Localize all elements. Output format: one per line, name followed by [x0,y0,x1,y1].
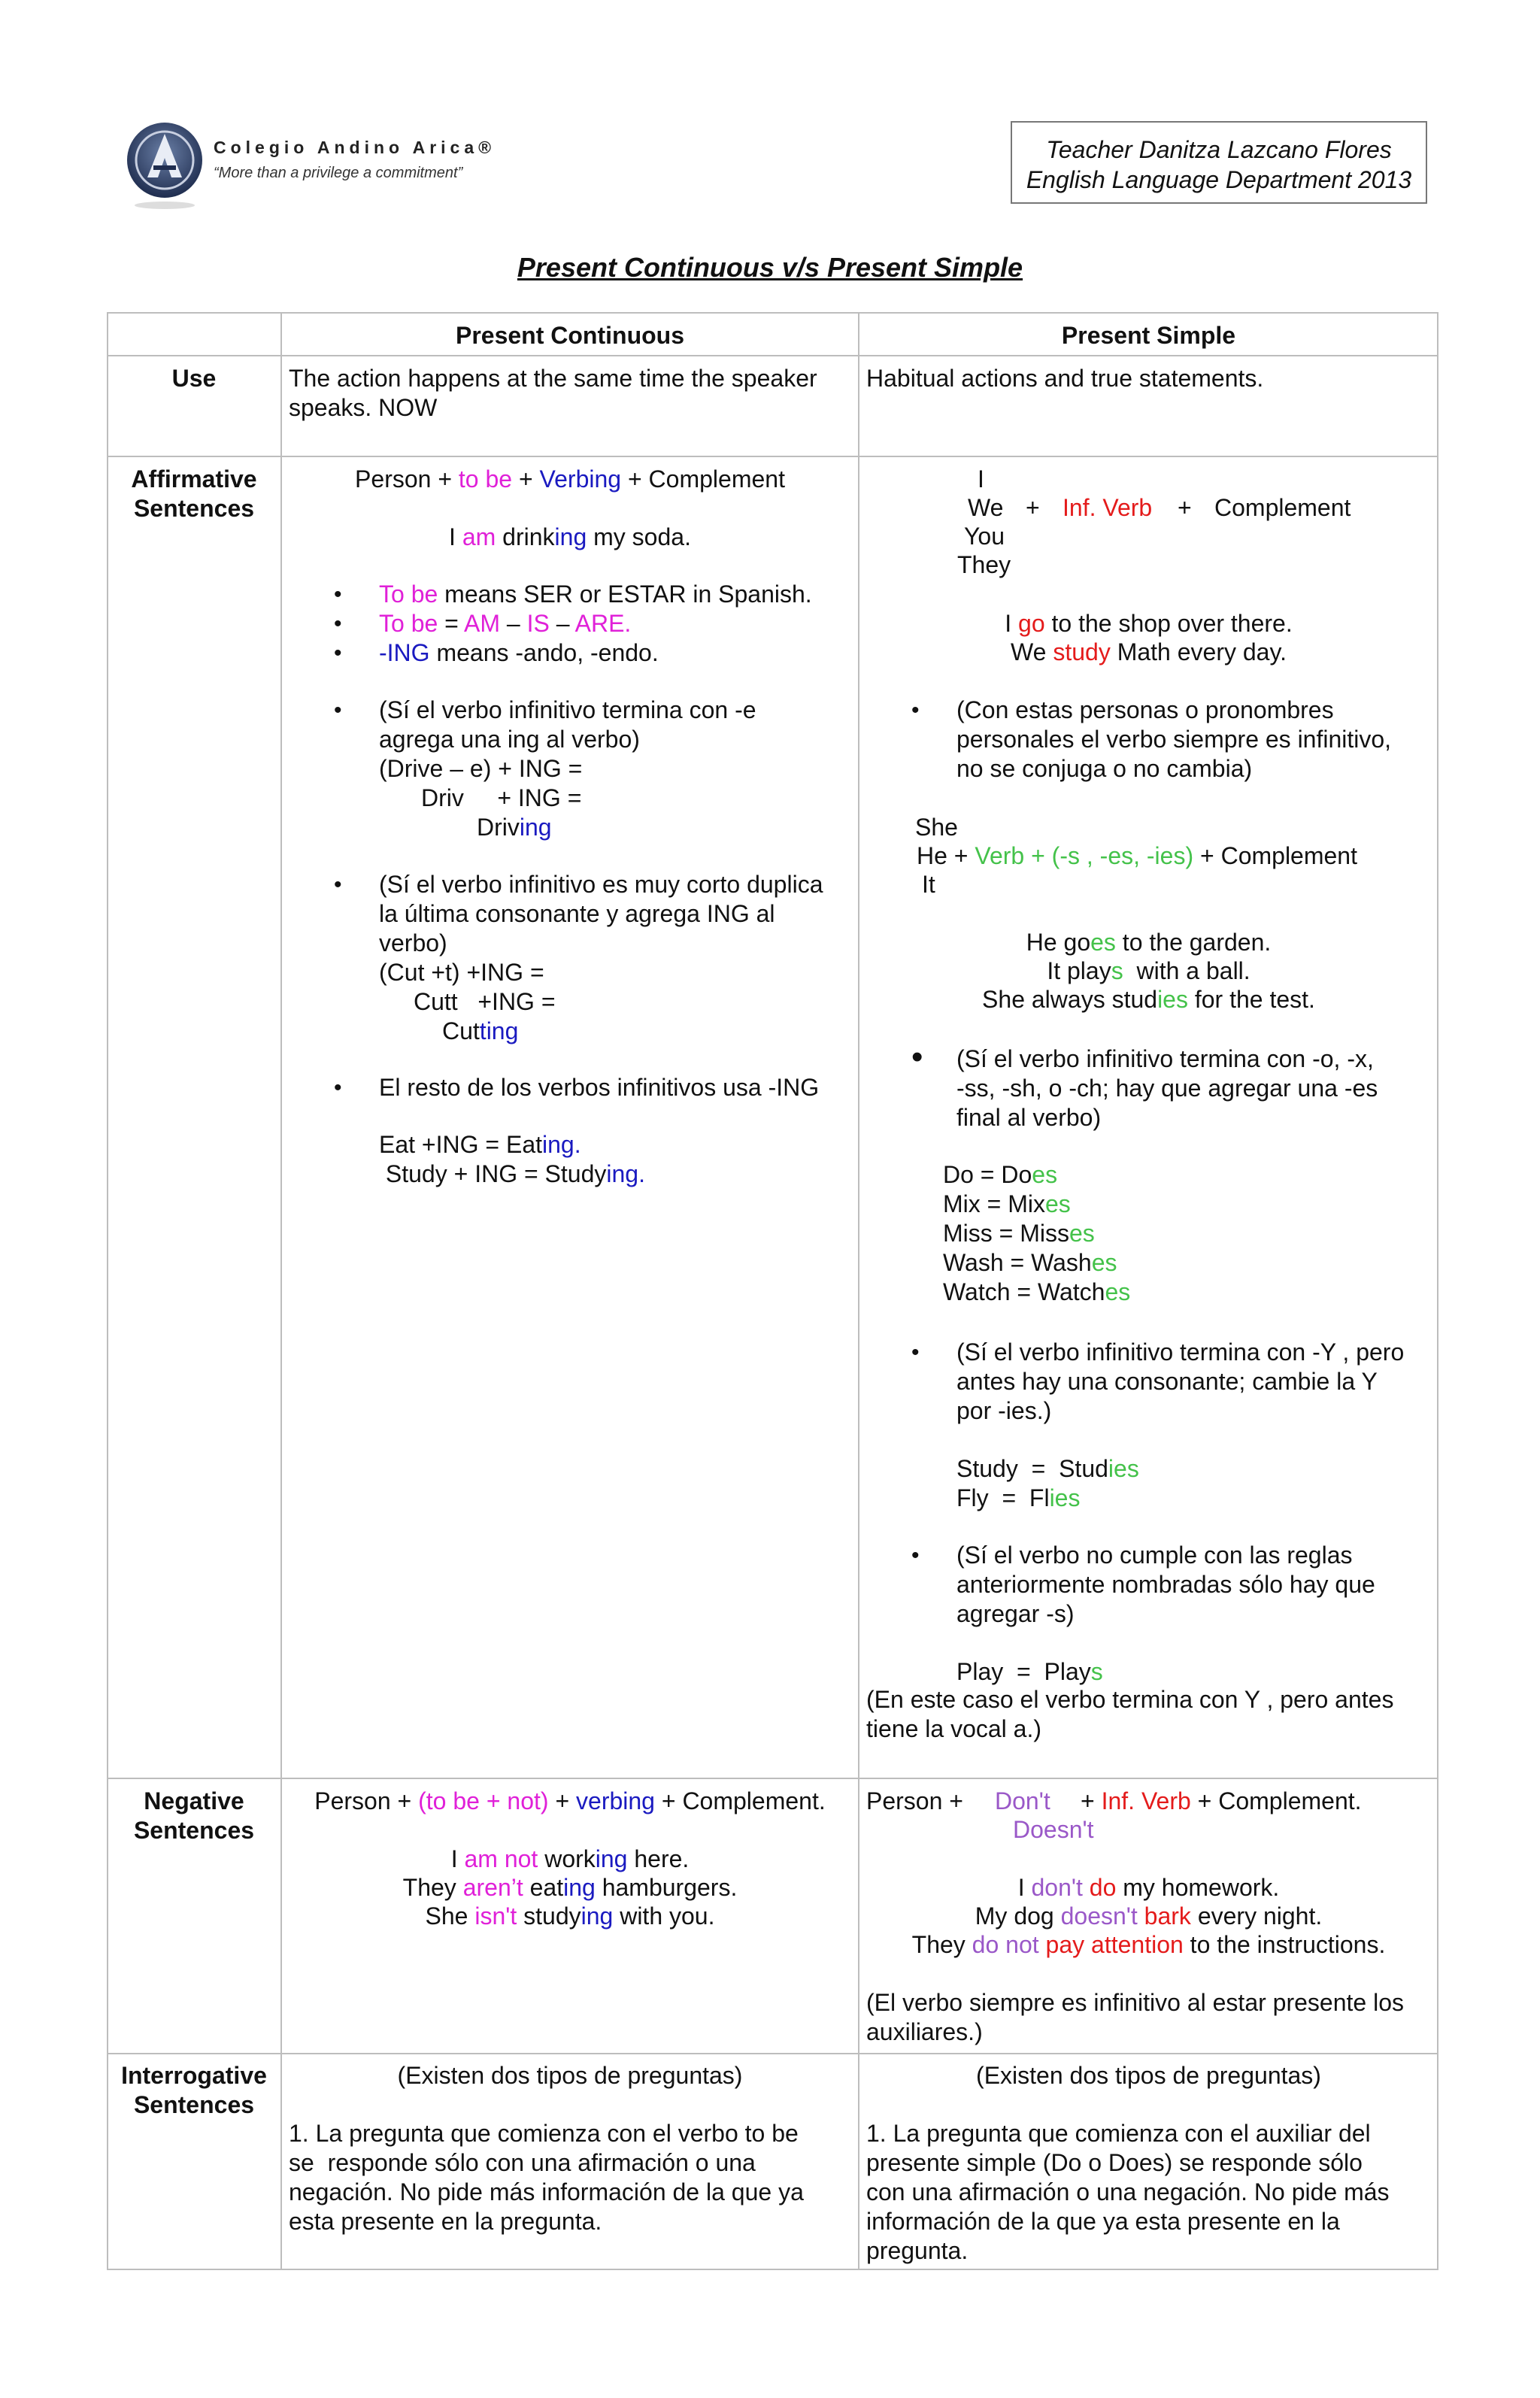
example-part: She [425,1902,475,1930]
rule-line: verbo) [379,929,447,956]
bullet-is: IS [526,610,550,637]
rule-line: • (Sí el verbo infinitivo termina con -Y , pero [956,1338,1405,1366]
formula-part: Person + [355,465,459,493]
es-list-item [943,1219,1424,1248]
rule-line: Driv + ING = [421,784,582,811]
example-part: I [450,1845,465,1872]
bullet-item [379,638,853,668]
cont-negative-formula [281,1787,859,1816]
use-simple-text: Habitual actions and true statements. [866,365,1264,392]
formula-part: + Complement [621,465,785,493]
school-name: Colegio Andino Arica® [214,138,496,157]
example-aux: don't [1031,1874,1083,1901]
formula-tobe-not: (to be + not) [418,1787,549,1814]
example-part: to the instructions. [1183,1931,1386,1958]
text-line: se responde sólo con una afirmación o una [289,2149,756,2176]
formula-verbing: verbing [576,1787,655,1814]
simp-negative-example-3 [859,1930,1438,1960]
note-line: tiene la vocal a.) [866,1715,1042,1742]
example-part: to the garden. [1115,929,1272,956]
simp-interrogative-text [859,2119,1438,2266]
cont-rule-rest [371,1073,860,1189]
es-list-item [943,1248,1424,1278]
example-suffix: es [1090,929,1116,956]
row-label-affirmative [107,465,281,523]
rule-result: Driv [477,814,520,841]
example-part: eat [523,1874,564,1901]
bullet-text: – [499,610,527,637]
es-list-item [943,1160,1424,1190]
example-ing: ing [595,1845,628,1872]
cont-rule-double [371,870,860,1046]
bullet-am: AM [463,610,500,637]
bullet-text: means -ando, -endo. [429,639,659,666]
simp-pronoun-she: She [915,814,958,841]
rule-line: (Cut +t) +ING = [379,959,544,986]
bullet-item [956,696,1430,725]
bullet-text: = [438,610,464,637]
es-suffix: es [1045,1190,1071,1217]
text-line: presente simple (Do o Does) se responde sólo [866,2149,1363,2176]
rule-line: agregar -s) [956,1600,1075,1627]
rule-line: • (Con estas personas o pronombres [956,696,1334,723]
es-word: Miss = Miss [943,1220,1069,1247]
simp-rule-es [949,1044,1438,1132]
example-part: I [1005,610,1019,637]
formula-part: + [1081,1787,1102,1814]
school-logo [123,119,206,209]
simp-formula-infverb: Inf. Verb [1063,494,1153,521]
row-label-line: Affirmative [131,465,257,493]
teacher-info-box [1011,121,1427,204]
simp-affirmative-note [859,1685,1438,1744]
formula-part: + [548,1787,577,1814]
play-suffix: s [1090,1658,1103,1685]
example-ing: ing. [606,1160,645,1187]
example-verb: pay attention [1045,1931,1184,1958]
note-line: (El verbo siempre es infinitivo al estar presente los [866,1989,1404,2016]
example-ing: ing [581,1902,614,1930]
rule-line: personales el verbo siempre es infinitivo, [956,726,1392,753]
example-part: hamburgers. [595,1874,738,1901]
example-verb: study [1053,638,1111,665]
note-line: auxiliares.) [866,2018,983,2045]
ies-list-item [956,1484,1430,1513]
cont-interrogative-intro: (Existen dos tipos de preguntas) [397,2062,743,2089]
example-part: It play [1047,957,1111,984]
col-header-present-continuous: Present Continuous [455,322,684,349]
example-study [379,1160,853,1189]
text-line: 1. La pregunta que comienza con el verbo to be [289,2120,799,2147]
bullet-are: ARE [574,610,625,637]
es-word: Mix = Mix [943,1190,1045,1217]
formula-verb-suffix: Verb + (-s , -es, -ies) [975,842,1194,869]
example-eat [379,1130,853,1160]
example-part: study [517,1902,581,1930]
es-suffix: es [1091,1249,1117,1276]
example-part: He go [1026,929,1091,956]
rule-line: por -ies.) [956,1397,1052,1424]
example-part: my homework. [1116,1874,1280,1901]
simp-negative-example-1 [859,1873,1438,1902]
simp-rule-ies [949,1338,1438,1513]
bullet-text: . [624,610,632,637]
text-line: con una afirmación o una negación. No pide más [866,2178,1390,2205]
simp-es-list [935,1160,1432,1307]
example-suffix: s [1111,957,1123,984]
simp-example-studies [859,985,1438,1014]
example-verb: do [1089,1874,1117,1901]
bullet-tobe: To be [379,610,438,637]
example-part: every night. [1190,1902,1323,1930]
simp-negative-doesnt: Doesn't [1013,1816,1094,1843]
bullet-item [379,696,853,725]
bullet-text: means SER or ESTAR in Spanish. [438,581,812,608]
simp-rule-infinitive [949,696,1438,784]
es-list-item [943,1278,1424,1307]
example-tobe-not: am not [464,1845,538,1872]
example-part: My dog [975,1902,1061,1930]
rule-line: agrega una ing al verbo) [379,726,640,753]
row-label-interrogative [107,2061,281,2120]
example-part: Study + ING = Study [379,1160,607,1187]
example-tobe: am [462,523,496,550]
example-ing: ing. [542,1131,581,1158]
ies-suffix: ies [1049,1484,1081,1511]
example-part [1083,1874,1090,1901]
formula-tobe: to be [458,465,513,493]
es-suffix: es [1032,1161,1058,1188]
formula-part: + [947,842,975,869]
rule-line: final al verbo) [956,1104,1102,1131]
rule-line: • (Sí el verbo infinitivo termina con -o, -x, [956,1045,1374,1072]
example-part: here. [627,1845,690,1872]
example-part: They [911,1931,972,1958]
simp-negative-person: Person + [866,1787,963,1814]
example-part: I [449,523,462,550]
simp-example-plays [859,956,1438,986]
text-line: esta presente en la pregunta. [289,2208,602,2235]
bullet-text: – [549,610,575,637]
bullet-ing: -ING [379,639,430,666]
es-word: Wash = Wash [943,1249,1092,1276]
ies-list-item [956,1454,1430,1484]
rule-result-ing: ing [519,814,552,841]
note-line: (En este caso el verbo termina con Y , pero antes [866,1686,1394,1713]
ies-word: Study = Stud [956,1455,1108,1482]
row-label-line: Sentences [133,1817,255,1844]
rule-line: (Drive – e) + ING = [379,755,583,782]
es-suffix: es [1105,1278,1131,1305]
simp-negative-note [859,1988,1438,2047]
rule-line: • (Sí el verbo no cumple con las reglas [956,1542,1353,1569]
example-ing: ing [563,1874,596,1901]
simp-example-goes [859,928,1438,957]
formula-part: + Complement [1193,842,1357,869]
cont-bullet-list [371,580,860,668]
example-part [1039,1931,1046,1958]
example-tobe-not: aren’t [462,1874,523,1901]
example-verb: go [1018,610,1045,637]
ies-word: Fly = Fl [956,1484,1050,1511]
example-ing: ing [554,523,587,550]
simp-pronoun-we: We [968,494,1004,521]
simp-formula-plus: + [1178,494,1192,521]
simp-negative-dont: Don't [995,1787,1050,1814]
simp-rule-s [949,1541,1438,1687]
cont-interrogative-text [281,2119,859,2236]
example-part: my soda. [587,523,691,550]
example-part: She always stud [982,986,1158,1013]
example-part: work [538,1845,596,1872]
bullet-item [956,1541,1430,1570]
use-continuous-text: The action happens at the same time the speaker speaks. NOW [289,365,817,421]
es-suffix: es [1069,1220,1095,1247]
text-line: negación. No pide más información de la que ya [289,2178,804,2205]
simp-pronoun-they: They [957,551,1011,578]
simp-negative-formula-rest [1081,1787,1362,1816]
row-label-use: Use [171,365,217,392]
bullet-item [379,870,853,899]
example-part: for the test. [1187,986,1315,1013]
bullet-item [956,1044,1430,1074]
department-line: English Language Department 2013 [1026,166,1412,193]
cont-rule-e [371,696,860,842]
simp-interrogative-intro: (Existen dos tipos de preguntas) [976,2062,1321,2089]
row-label-line: Interrogative [121,2062,267,2089]
rule-line: • (Sí el verbo infinitivo termina con -e [379,696,756,723]
simp-example-go [859,609,1438,638]
bullet-item [379,580,853,609]
simp-pronoun-it: It [922,871,935,898]
text-line: 1. La pregunta que comienza con el auxiliar del [866,2120,1371,2147]
cont-affirmative-example [281,523,859,552]
bullet-item [379,609,853,638]
formula-verbing: Verbing [539,465,622,493]
rule-result-ing: ting [479,1017,519,1044]
bullet-item [956,1338,1430,1367]
es-list-item [943,1190,1424,1219]
rule-line: anteriormente nombradas sólo hay que [956,1571,1375,1598]
formula-infverb: Inf. Verb [1101,1787,1191,1814]
row-label-negative [107,1787,281,1845]
example-aux: doesn't [1060,1902,1138,1930]
rule-line: la última consonante y agrega ING al [379,900,775,927]
rule-line: • (Sí el verbo infinitivo es muy corto duplica [379,871,823,898]
simp-formula-plus: + [1026,494,1040,521]
simp-pronoun-he: He [917,842,947,869]
example-part: drink [496,523,555,550]
bullet-tobe: To be [379,581,438,608]
teacher-name: Teacher Danitza Lazcano Flores [1046,136,1392,163]
example-part: We [1011,638,1053,665]
row-label-line: Sentences [133,495,255,522]
rule-line: antes hay una consonante; cambie la Y [956,1368,1378,1395]
rule-result: Cut [442,1017,480,1044]
rule-line: -ss, -sh, o -ch; hay que agregar una -es [956,1075,1378,1102]
simp-3rd-formula [917,841,1357,871]
formula-part: + [512,465,540,493]
row-label-line: Sentences [133,2091,255,2118]
example-aux: do not [972,1931,1039,1958]
bullet-item: • El resto de los verbos infinitivos usa -ING [379,1073,853,1102]
simp-pronoun-i: I [978,465,984,493]
example-verb: bark [1144,1902,1191,1930]
play-example [956,1657,1430,1687]
formula-part: Person + [314,1787,419,1814]
example-tobe-not: isn't [474,1902,517,1930]
formula-part: + Complement. [1190,1787,1362,1814]
es-word: Watch = Watch [943,1278,1105,1305]
cont-affirmative-formula [281,465,859,494]
cont-negative-example-2 [281,1873,859,1902]
example-suffix: ies [1157,986,1188,1013]
cont-negative-example-3 [281,1902,859,1931]
example-part: They [402,1874,463,1901]
text-line: pregunta. [866,2237,969,2264]
example-part: with a ball. [1123,957,1250,984]
row-label-line: Negative [144,1787,244,1814]
play-word: Play = Play [956,1658,1091,1685]
simp-pronoun-you: You [964,523,1005,550]
simp-negative-example-2 [859,1902,1438,1931]
rule-line: no se conjuga o no cambia) [956,755,1253,782]
es-word: Do = Do [943,1161,1032,1188]
simp-formula-complement: Complement [1214,494,1351,521]
text-line: información de la que ya esta presente en la [866,2208,1340,2235]
example-part [1138,1902,1144,1930]
school-motto: “More than a privilege a commitment” [214,165,463,181]
example-part: with you. [613,1902,715,1930]
col-header-present-simple: Present Simple [1061,322,1236,349]
simp-example-study [859,638,1438,667]
ies-suffix: ies [1108,1455,1139,1482]
example-part: to the shop over there. [1044,610,1293,637]
example-part: Eat +ING = Eat [379,1131,542,1158]
rule-line: Cutt +ING = [414,988,556,1015]
document-title: Present Continuous v/s Present Simple [517,252,1023,283]
formula-part: + Complement. [654,1787,826,1814]
example-part: Math every day. [1110,638,1287,665]
cont-negative-example-1 [281,1845,859,1874]
example-part: I [1017,1874,1032,1901]
